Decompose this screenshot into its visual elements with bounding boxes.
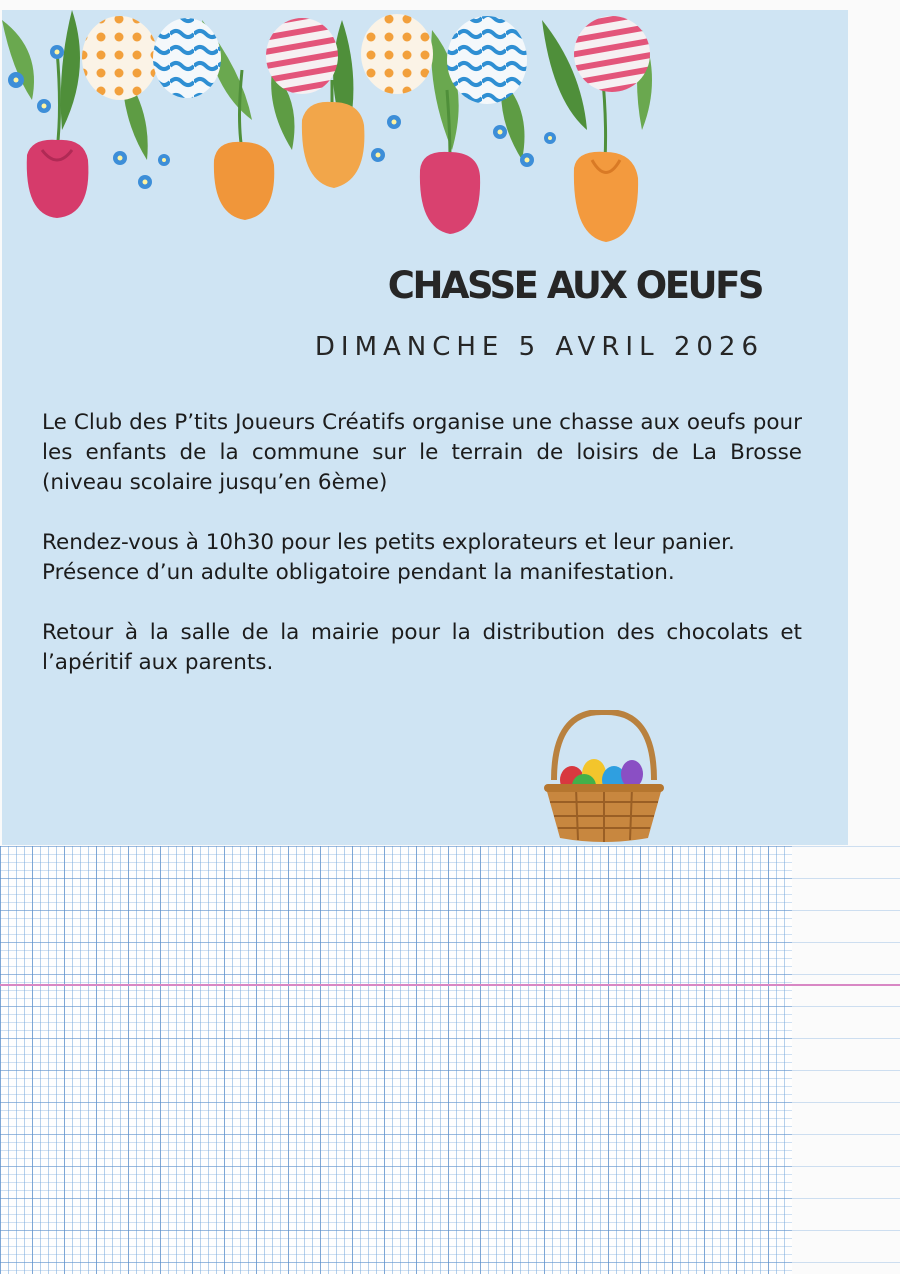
paragraph-return (42, 618, 802, 678)
text-line: Présence d’un adulte obligatoire pendant la manifestation. (42, 560, 675, 585)
floral-egg-border (2, 10, 848, 260)
text-line: Le Club des P’tits Joueurs Créatifs organise une chasse aux oeufs pour les enfants de la commune sur le terrain de loisirs de La Brosse (niveau scolaire jusqu’en 6ème) (42, 410, 802, 495)
text-line: Retour à la salle de la mairie pour la distribution des chocolats et l’apéritif aux parents. (42, 620, 802, 675)
margin-line (0, 984, 900, 986)
easter-flyer (2, 10, 848, 845)
grid-major-horizontal (0, 846, 900, 1274)
flyer-body (42, 408, 802, 708)
paragraph-meeting (42, 528, 802, 588)
event-date: DIMANCHE 5 AVRIL 2026 (314, 332, 764, 362)
text-line: Rendez-vous à 10h30 pour les petits explorateurs et leur panier. (42, 530, 735, 555)
paragraph-intro (42, 408, 802, 498)
tulip-icon (27, 102, 638, 242)
flyer-title: CHASSE AUX OEUFS (387, 264, 762, 307)
egg-basket-icon (542, 710, 666, 845)
graph-paper-sheet (0, 846, 900, 1274)
grid-right-area (792, 846, 900, 1274)
